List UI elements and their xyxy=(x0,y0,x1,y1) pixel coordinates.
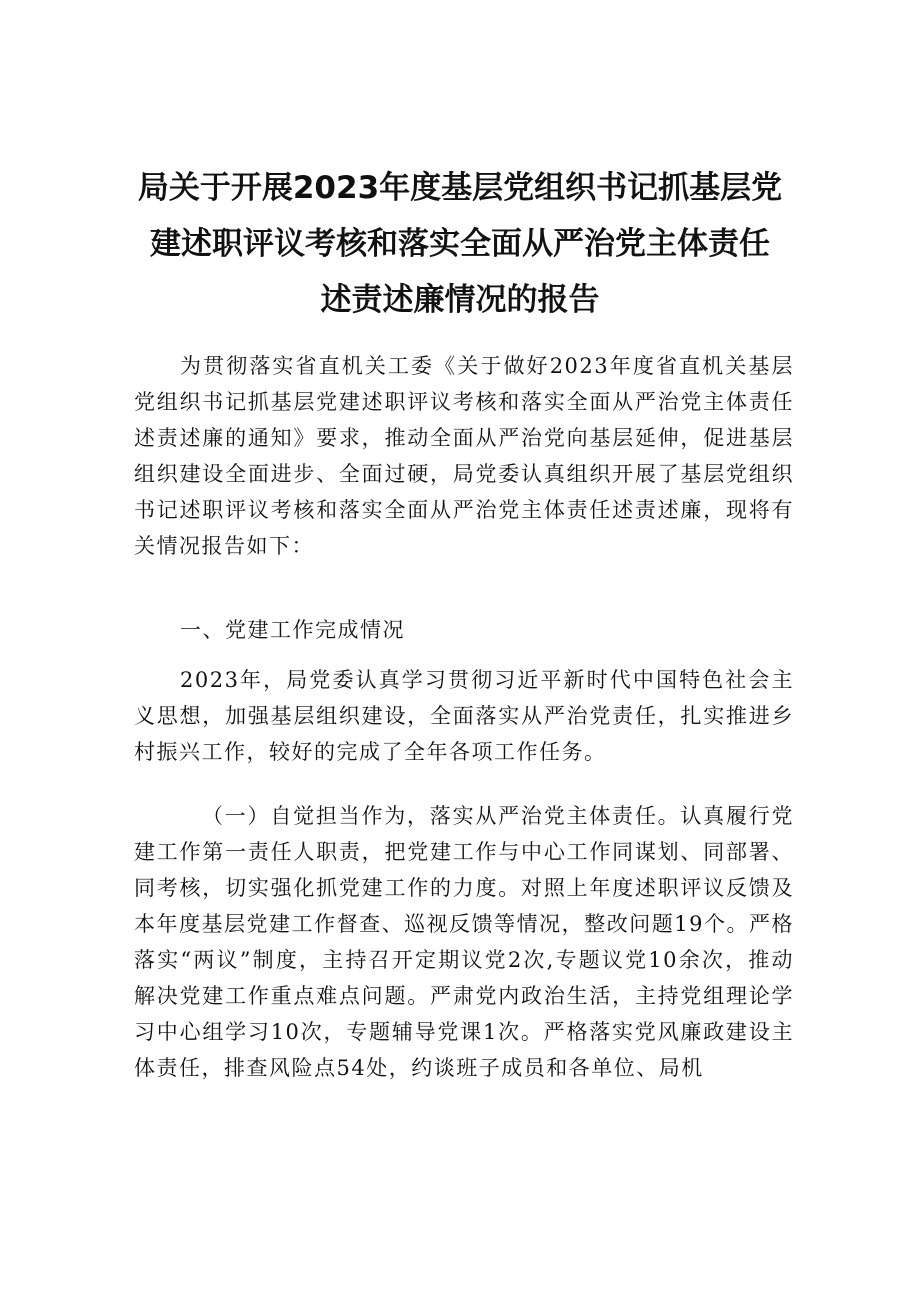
title-line-2: 建述职评议考核和落实全面从严治党主体责任 xyxy=(150,226,770,262)
title-line-3: 述责述廉情况的报告 xyxy=(320,282,600,318)
title-line-1: 局关于开展2023年度基层党组织书记抓基层党 xyxy=(137,170,783,206)
summary-paragraph: 2023年，局党委认真学习贯彻习近平新时代中国特色社会主义思想，加强基层组织建设，全面落实从严治党责任，扎实推进乡村振兴工作，较好的完成了全年各项工作任务。 xyxy=(134,668,794,764)
subsection-paragraph: （一）自觉担当作为，落实从严治党主体责任。认真履行党建工作第一责任人职责，把党建工作与中心工作同谋划、同部署、同考核，切实强化抓党建工作的力度。对照上年度述职评议反馈及本年度基层党建工作督查、巡视反馈等情况，整改问题19个。严格落实“两议”制度，主持召开定期议党2次,专题议党10余次，推动解决党建工作重点难点问题。严肃党内政治生活，主持党组理论学习中心组学习10次，专题辅导党课1次。严格落实党风廉政建设主体责任，排查风险点54处，约谈班子成员和各单位、局机 xyxy=(134,804,794,1080)
document-title xyxy=(120,160,800,328)
section-heading: 一、党建工作完成情况 xyxy=(180,618,405,642)
intro-paragraph: 为贯彻落实省直机关工委《关于做好2023年度省直机关基层党组织书记抓基层党建述职评议考核和落实全面从严治党主体责任述责述廉的通知》要求，推动全面从严治党向基层延伸，促进基层组织建设全面进步、全面过硬，局党委认真组织开展了基层党组织书记述职评议考核和落实全面从严治党主体责任述责述廉，现将有关情况报告如下： xyxy=(134,354,794,558)
